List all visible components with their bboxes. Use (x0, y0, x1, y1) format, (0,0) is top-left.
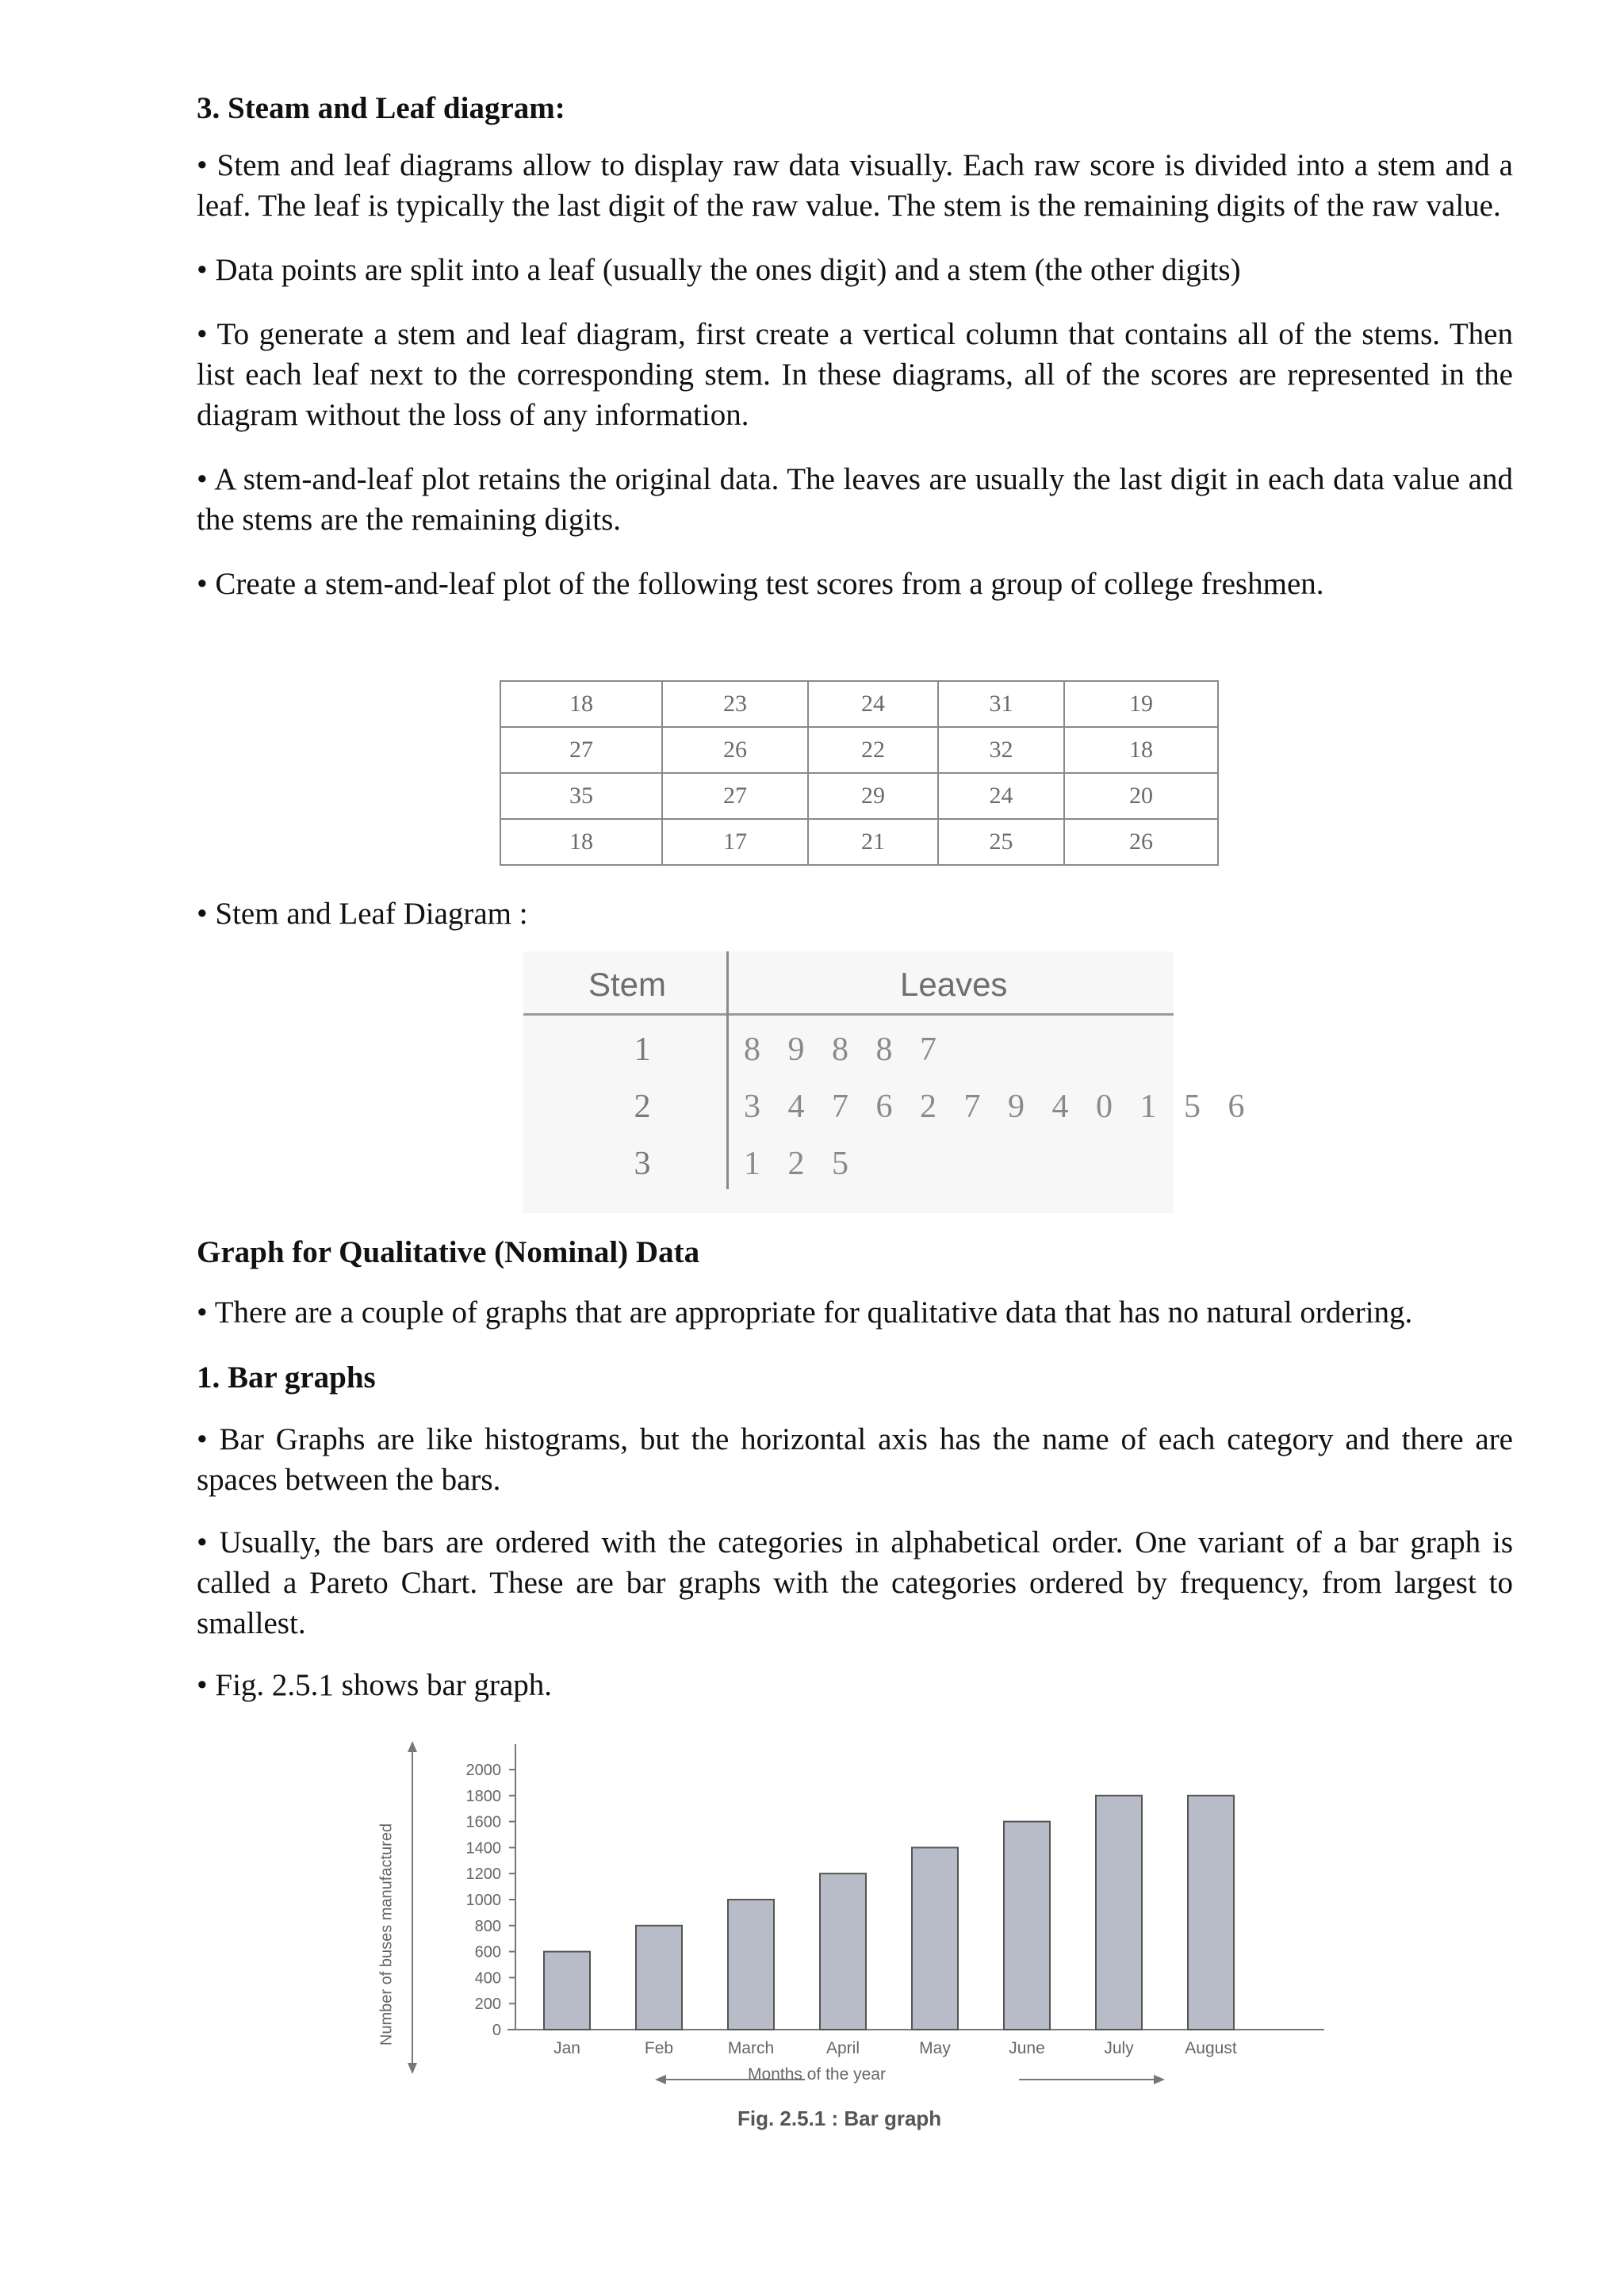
table-cell: 23 (662, 681, 808, 727)
stem-leaf-diagram (523, 951, 1254, 1213)
figure-reference: • Fig. 2.5.1 shows bar graph. (197, 1668, 553, 1702)
x-arrow-head-right (1154, 2075, 1165, 2084)
stem-value: 1 (634, 1031, 651, 1068)
qualitative-heading: Graph for Qualitative (Nominal) Data (197, 1235, 700, 1269)
bar (1188, 1796, 1234, 2030)
bullet-paragraph: • A stem-and-leaf plot retains the original data. The leaves are usually the last digit in each data value and the stems are the remaining digits. (197, 461, 1513, 537)
x-tick-label: Jan (553, 2039, 580, 2057)
table-cell: 25 (938, 819, 1064, 865)
y-tick-label: 200 (474, 1996, 501, 2014)
figure-caption: Fig. 2.5.1 : Bar graph (737, 2107, 942, 2130)
y-arrow-head-up (408, 1741, 417, 1752)
bar (820, 1873, 866, 2030)
table-cell: 17 (662, 819, 808, 865)
document-page (197, 89, 1513, 628)
leaf-values: 8 9 8 8 7 (744, 1031, 946, 1068)
x-arrow-head-left (655, 2075, 666, 2084)
x-tick-label: April (825, 2039, 860, 2057)
table-row (500, 773, 1218, 819)
leaf-values: 1 2 5 (744, 1146, 858, 1182)
x-tick-label: March (727, 2039, 775, 2057)
table-cell: 27 (500, 727, 662, 773)
bar (636, 1926, 682, 2030)
x-axis-label: Months of the year (748, 2065, 886, 2084)
x-tick-label: August (1185, 2039, 1237, 2057)
y-tick-label: 1000 (465, 1892, 501, 1909)
table-cell: 18 (500, 681, 662, 727)
bullet-paragraph: • Data points are split into a leaf (usually the ones digit) and a stem (the other digits) (197, 252, 1241, 287)
table-cell: 26 (662, 727, 808, 773)
table-cell: 24 (938, 773, 1064, 819)
y-tick-label: 1400 (465, 1839, 501, 1858)
bar-graphs-paragraph: • Bar Graphs are like histograms, but the horizontal axis has the name of each category and there are spaces between the bars. (197, 1422, 1513, 1497)
bar-chart (373, 1728, 1348, 2141)
table-cell: 20 (1064, 773, 1218, 819)
table-cell: 32 (938, 727, 1064, 773)
x-tick-label: June (1009, 2039, 1045, 2057)
qualitative-intro: • There are a couple of graphs that are appropriate for qualitative data that has no natural ordering. (197, 1295, 1413, 1330)
y-axis-label: Number of buses manufactured (377, 1823, 396, 2046)
table-cell: 31 (938, 681, 1064, 727)
table-cell: 24 (808, 681, 938, 727)
stem-value: 2 (634, 1089, 651, 1125)
scores-table (500, 680, 1219, 866)
bar (1096, 1796, 1142, 2030)
table-cell: 27 (662, 773, 808, 819)
section-heading: 3. Steam and Leaf diagram: (197, 91, 565, 125)
y-tick-label: 1600 (465, 1813, 501, 1831)
bar-chart-plot (373, 1728, 1348, 2101)
table-row (500, 681, 1218, 727)
table-cell: 18 (500, 819, 662, 865)
bullet-paragraph: • Create a stem-and-leaf plot of the following test scores from a group of college freshmen. (197, 566, 1324, 601)
bar (544, 1952, 590, 2030)
table-cell: 19 (1064, 681, 1218, 727)
y-tick-label: 0 (492, 2022, 501, 2039)
bar (728, 1900, 774, 2030)
pareto-paragraph: • Usually, the bars are ordered with the categories in alphabetical order. One variant of a bar graph is called a Pareto Chart. These are bar graphs with the categories ordered by frequency, from largest to smallest. (197, 1525, 1513, 1640)
table-cell: 29 (808, 773, 938, 819)
bullet-paragraph: • Stem and leaf diagrams allow to display raw data visually. Each raw score is divided into a stem and a leaf. The leaf is typically the last digit of the raw value. The stem is the remaining digits of the raw value. (197, 147, 1513, 223)
table-cell: 26 (1064, 819, 1218, 865)
table-row (500, 727, 1218, 773)
x-tick-label: Feb (644, 2039, 674, 2057)
bar (1004, 1822, 1050, 2030)
leaves-header: Leaves (900, 966, 1008, 1003)
y-tick-label: 800 (474, 1917, 501, 1935)
table-cell: 22 (808, 727, 938, 773)
header-rule (523, 1013, 1174, 1016)
bar-graphs-heading: 1. Bar graphs (197, 1360, 376, 1395)
y-tick-label: 1800 (465, 1787, 501, 1805)
stem-leaf-label: • Stem and Leaf Diagram : (197, 897, 528, 931)
bullet-paragraph: • To generate a stem and leaf diagram, first create a vertical column that contains all of the stems. Then list each leaf next to the corresponding stem. In these diagrams, all of the scores are represented in the diagram without the loss of any information. (197, 316, 1513, 432)
bar (912, 1847, 958, 2030)
y-tick-label: 1200 (465, 1866, 501, 1884)
x-tick-label: July (1104, 2039, 1134, 2057)
table-cell: 35 (500, 773, 662, 819)
y-tick-label: 2000 (465, 1762, 501, 1779)
x-tick-label: May (919, 2039, 951, 2057)
stem-header: Stem (588, 966, 667, 1003)
table-row (500, 819, 1218, 865)
y-arrow-head-down (408, 2063, 417, 2074)
leaf-values: 3 4 7 6 2 7 9 4 0 1 5 6 (744, 1089, 1254, 1125)
y-tick-label: 400 (474, 1969, 501, 1988)
table-cell: 18 (1064, 727, 1218, 773)
stem-divider (726, 951, 729, 1189)
y-tick-label: 600 (474, 1943, 501, 1961)
stem-value: 3 (634, 1146, 651, 1182)
table-cell: 21 (808, 819, 938, 865)
